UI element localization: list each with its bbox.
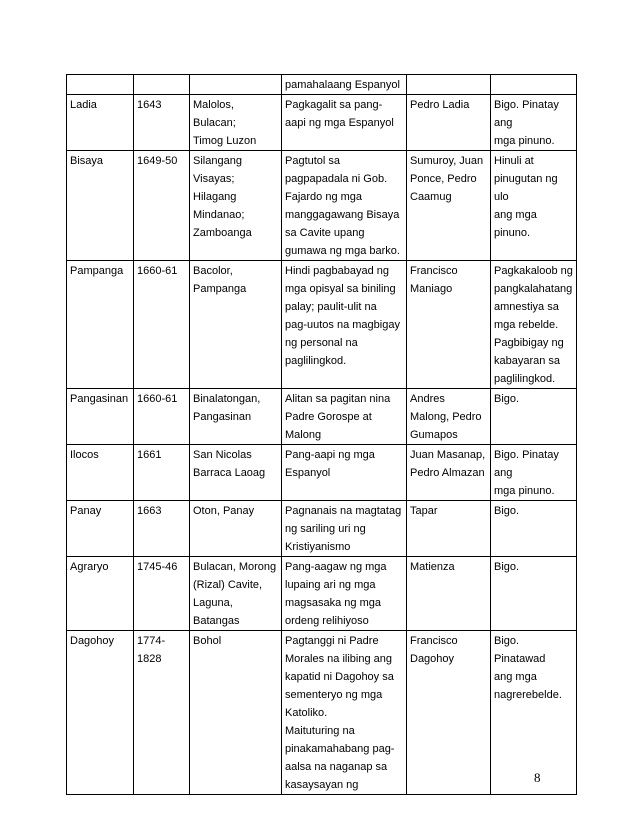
cell-revolt-name: Dagohoy [67, 631, 134, 795]
cell-location: Silangang Visayas; Hilagang Mindanao; Zamboanga [190, 151, 282, 261]
table-row [67, 445, 577, 501]
cell-result [491, 75, 577, 95]
cell-result: Hinuli at pinugutan ng ulo ang mga pinuno. [491, 151, 577, 261]
cell-year: 1649-50 [134, 151, 190, 261]
cell-location [190, 75, 282, 95]
cell-leaders: Juan Masanap, Pedro Almazan [407, 445, 491, 501]
cell-result: Bigo. Pinatay ang mga pinuno. [491, 95, 577, 151]
cell-cause: Pagtutol sa pagpapadala ni Gob. Fajardo ng mga manggagawang Bisaya sa Cavite upang gumawa ng mga barko. [282, 151, 407, 261]
table-row [67, 501, 577, 557]
table-row [67, 151, 577, 261]
cell-leaders: Sumuroy, Juan Ponce, Pedro Caamug [407, 151, 491, 261]
cell-location: Bohol [190, 631, 282, 795]
cell-result: Bigo. Pinatay ang mga pinuno. [491, 445, 577, 501]
table-row [67, 557, 577, 631]
cell-year: 1660-61 [134, 389, 190, 445]
cell-leaders: Francisco Maniago [407, 261, 491, 389]
cell-location: Binalatongan, Pangasinan [190, 389, 282, 445]
cell-revolt-name: Panay [67, 501, 134, 557]
cell-location: Malolos, Bulacan; Timog Luzon [190, 95, 282, 151]
cell-cause: Pagkagalit sa pang- aapi ng mga Espanyol [282, 95, 407, 151]
cell-year: 1643 [134, 95, 190, 151]
cell-result: Bigo. [491, 389, 577, 445]
cell-leaders: Pedro Ladia [407, 95, 491, 151]
table-row [67, 95, 577, 151]
cell-location: San Nicolas Barraca Laoag [190, 445, 282, 501]
table-row [67, 75, 577, 95]
cell-year: 1774- 1828 [134, 631, 190, 795]
cell-year: 1745-46 [134, 557, 190, 631]
table-row [67, 631, 577, 795]
table-row [67, 261, 577, 389]
page-number: 8 [534, 770, 541, 785]
cell-revolt-name [67, 75, 134, 95]
cell-cause: Alitan sa pagitan nina Padre Gorospe at Malong [282, 389, 407, 445]
cell-result: Bigo. [491, 557, 577, 631]
table-body [67, 75, 577, 795]
cell-location: Oton, Panay [190, 501, 282, 557]
cell-leaders [407, 75, 491, 95]
cell-year: 1663 [134, 501, 190, 557]
cell-result: Bigo. Pinatawad ang mga nagrerebelde. [491, 631, 577, 795]
cell-year [134, 75, 190, 95]
cell-cause: Pang-aapi ng mga Espanyol [282, 445, 407, 501]
cell-year: 1661 [134, 445, 190, 501]
cell-leaders: Matienza [407, 557, 491, 631]
cell-cause: Pagnanais na magtatag ng sariling uri ng Kristiyanismo [282, 501, 407, 557]
cell-cause: Hindi pagbabayad ng mga opisyal sa biniling palay; paulit-ulit na pag-uutos na magbigay ng personal na paglilingkod. [282, 261, 407, 389]
cell-result: Pagkakaloob ng pangkalahatang amnestiya sa mga rebelde. Pagbibigay ng kabayaran sa paglilingkod. [491, 261, 577, 389]
cell-revolt-name: Pangasinan [67, 389, 134, 445]
table-row [67, 389, 577, 445]
cell-result: Bigo. [491, 501, 577, 557]
cell-cause: Pang-aagaw ng mga lupaing ari ng mga magsasaka ng mga ordeng relihiyoso [282, 557, 407, 631]
cell-revolt-name: Bisaya [67, 151, 134, 261]
cell-location: Bacolor, Pampanga [190, 261, 282, 389]
cell-year: 1660-61 [134, 261, 190, 389]
cell-revolt-name: Agraryo [67, 557, 134, 631]
cell-revolt-name: Ladia [67, 95, 134, 151]
cell-leaders: Tapar [407, 501, 491, 557]
cell-leaders: Francisco Dagohoy [407, 631, 491, 795]
cell-location: Bulacan, Morong (Rizal) Cavite, Laguna, Batangas [190, 557, 282, 631]
cell-cause: pamahalaang Espanyol [282, 75, 407, 95]
cell-revolt-name: Ilocos [67, 445, 134, 501]
revolts-table [66, 74, 577, 795]
cell-leaders: Andres Malong, Pedro Gumapos [407, 389, 491, 445]
cell-cause: Pagtanggi ni Padre Morales na ilibing ang kapatid ni Dagohoy sa sementeryo ng mga Katoliko. Maituturing na pinakamahabang pag- aalsa na naganap sa kasaysayan ng [282, 631, 407, 795]
cell-revolt-name: Pampanga [67, 261, 134, 389]
